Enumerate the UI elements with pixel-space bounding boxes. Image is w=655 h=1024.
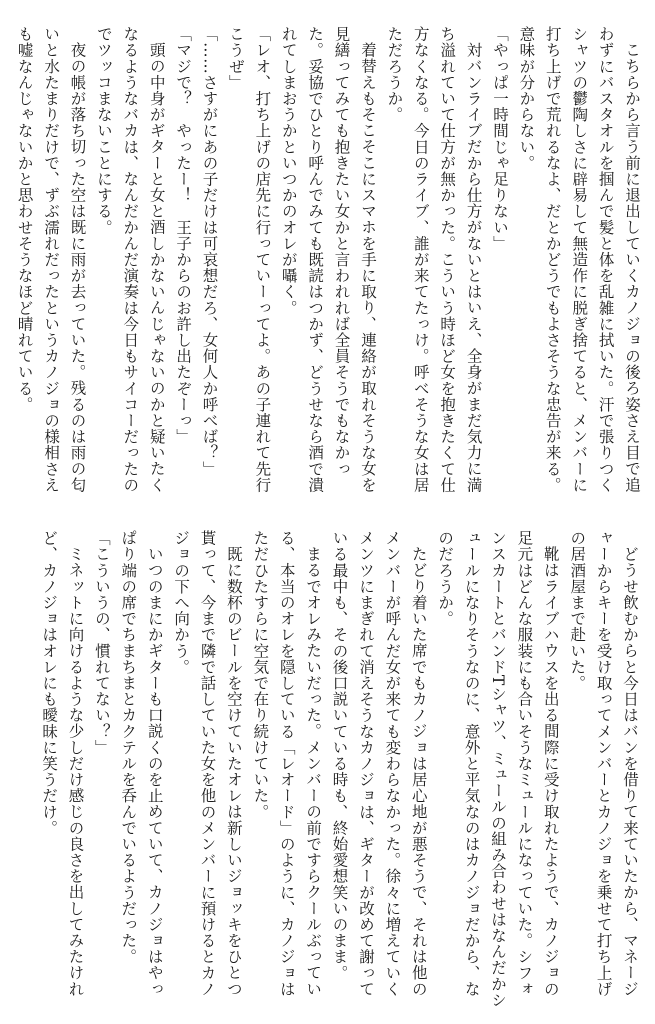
dialogue-line: 「マジで？ やったー！ 王子からのお許し出たぞーっ」 <box>174 26 193 445</box>
paragraph: いつのまにかギターも口説くのを止めていて、カノジョはやっぱり端の席でちまちまとカクテルを呑んでいるようだった。 <box>119 530 164 997</box>
paragraph: 夜の帳が落ち切った空は既に雨が去っていた。残るのは雨の匂いと水たまりだけで、ずぶ濡れだったというカノジョの様相さえも嘘なんじゃないかと思わせそうなほど晴れている。 <box>15 26 87 493</box>
dialogue-line: 「……さすがにあの子だけは可哀想だろ、女何人か呼べば？」 <box>200 26 219 477</box>
paragraph: 既に数杯のビールを空けていたオレは新しいジョッキをひとつ貰って、今まで隣で話していた女を他のメンバーに預けるとカノジョの下へ向かう。 <box>172 530 243 997</box>
paragraph: 頭の中身がギターと女と酒しかないんじゃないのかと疑いたくなるようなバカは、なんだかんだ演奏は今日もサイコーだったのでツッコまないことにする。 <box>94 26 166 493</box>
paragraph: 対バンライブだから仕方がないとはいえ、全身がまだ気力に満ち溢れていて仕方が無かった。こういう時ほど女を抱きたくて仕方なくなる。今日のライブ、誰が来てたっけ。呼べそうな女は居ただろうか。 <box>385 26 483 493</box>
dialogue-line: 「やっぱ一時間じゃ足りない」 <box>490 26 509 252</box>
paragraph: こちらから言う前に退出していくカノジョの後ろ姿さえ目で追わずにバスタオルを掴んで髪と体を乱雑に拭いた。汗で張りつくシャツの鬱陶しさに辟易して無造作に脱ぎ捨てると、メンバーに打ち上げで荒れるなよ、だとかどうでもよさそうな忠告が来る。意味が分からない。 <box>517 26 641 493</box>
top-text-block <box>9 26 645 500</box>
paragraph: どうせ飲むからと今日はバンを借りて来ていたから、マネージャーからキーを受け取ってメンバーとカノジョを乗せて打ち上げの居酒屋まで赴いた。 <box>568 530 639 997</box>
paragraph: 着替えもそこそこにスマホを手に取り、連絡が取れそうな女を見繕ってみても抱きたい女かと言われれば全員そうでもなかった。妥協でひとり呼んでみても既読はつかず、どうせなら酒で潰れてしまおうかといつかのオレが囁く。 <box>279 26 377 493</box>
bottom-text-block <box>9 530 643 1010</box>
paragraph: 靴はライブハウスを出る間際に受け取れたようで、カノジョの足元はどんな服装にも合いそうなミュールになっていた。シフォンスカートとバンドTシャツ、ミュールの組み合わせはなんだかシュールになりそうなのに、意外と平気なのはカノジョだから、なのだろうか。 <box>436 530 560 1008</box>
paragraph: まるでオレみたいだった。メンバーの前ですらクールぶっている、本当のオレを隠している「レオード」のように、カノジョはただひたすらに空気で在り続けていた。 <box>251 530 323 997</box>
paragraph: たどり着いた席でもカノジョは居心地が悪そうで、それは他のメンバーが呼んだ女が来ても変わらなかった。徐々に増えていくメンツにまぎれて消えそうなカノジョは、ギターが改めて謝っている最中も、その後口説いている時も、終始愛想笑いのまま。 <box>330 530 428 997</box>
dialogue-line: 「レオ、打ち上げの店先に行っていーってよ。あの子連れて先行こうぜ」 <box>226 26 272 493</box>
dialogue-line: 「こういうの、慣れてない？」 <box>92 530 111 756</box>
paragraph: ミネットに向けるような少しだけ感じの良さを出してみたけれど、カノジョはオレにも曖昧に笑うだけ。 <box>40 530 85 997</box>
